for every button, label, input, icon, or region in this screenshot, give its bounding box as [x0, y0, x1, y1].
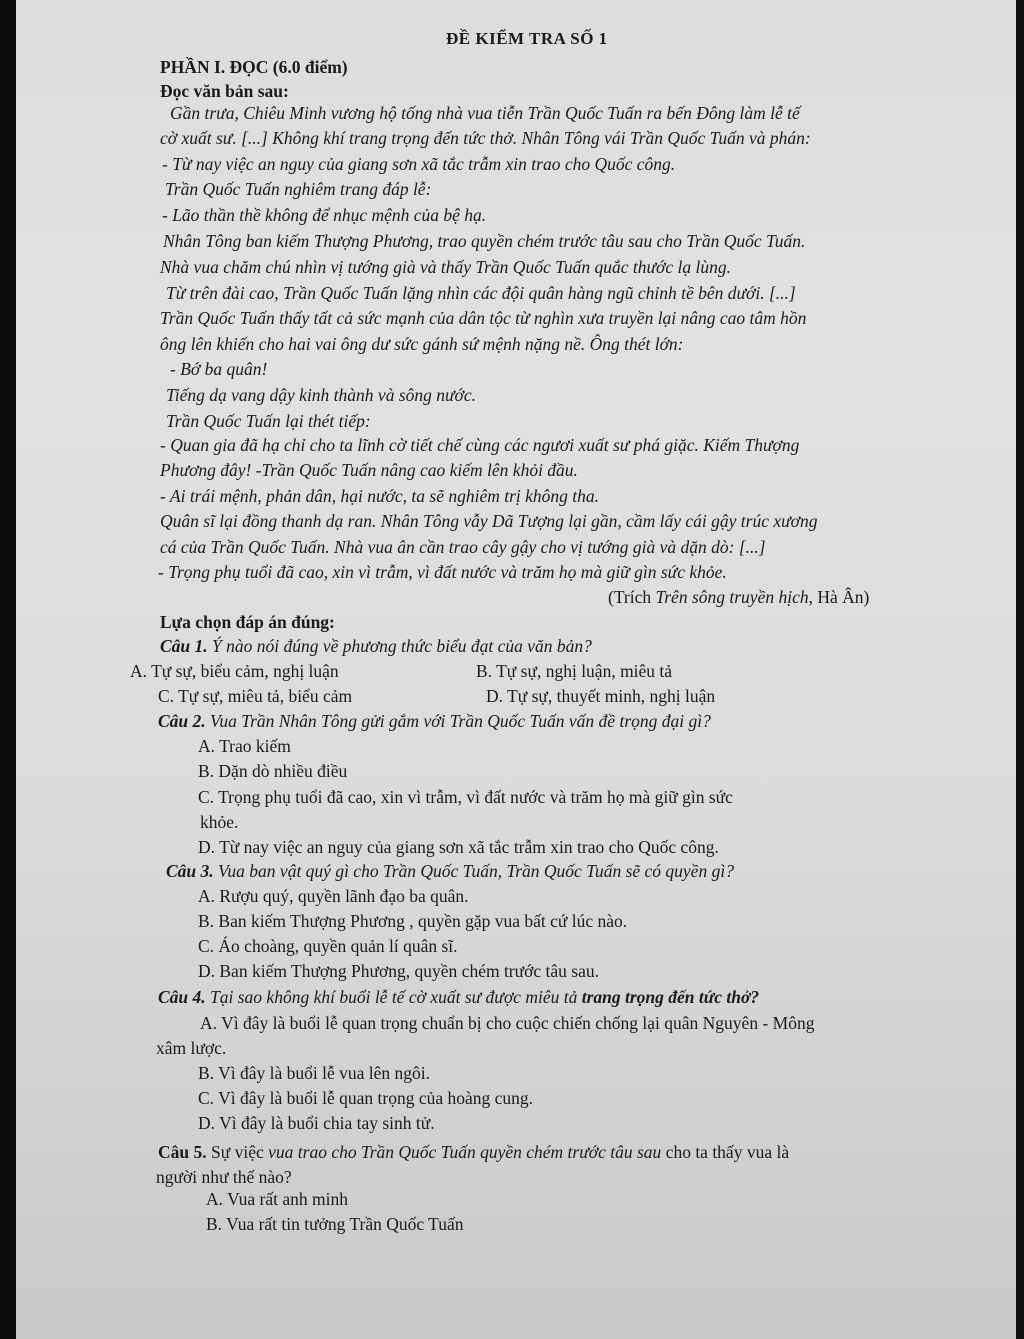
- section-heading: PHẦN I. ĐỌC (6.0 điểm): [160, 57, 348, 77]
- answer-option: A. Vua rất anh minh: [206, 1189, 348, 1209]
- question-label: Câu 3.: [166, 861, 214, 881]
- source-author: , Hà Ân): [808, 587, 870, 607]
- question-text: Ý nào nói đúng về phương thức biểu đạt của văn bản?: [207, 636, 592, 656]
- answer-option: C. Trọng phụ tuổi đã cao, xin vì trẫm, vì đất nước và trăm họ mà giữ gìn sức: [198, 787, 733, 807]
- answer-option: B. Ban kiếm Thượng Phương , quyền gặp vua bất cứ lúc nào.: [198, 911, 628, 931]
- passage-line: Phương đây! -Trần Quốc Tuấn nâng cao kiếm lên khỏi đầu.: [160, 460, 578, 480]
- question-text: Vua ban vật quý gì cho Trần Quốc Tuấn, Trần Quốc Tuấn sẽ có quyền gì?: [213, 861, 734, 881]
- passage-line: - Ai trái mệnh, phản dân, hại nước, ta sẽ nghiêm trị không tha.: [160, 486, 600, 506]
- passage-line: - Từ nay việc an nguy của giang sơn xã tắc trẫm xin trao cho Quốc công.: [162, 154, 676, 174]
- page-edge-shadow: [1016, 0, 1024, 1339]
- passage-line: Nhân Tông ban kiếm Thượng Phương, trao quyền chém trước tâu sau cho Trần Quốc Tuấn.: [163, 231, 806, 251]
- question-1: [160, 635, 592, 657]
- passage-line: Tiếng dạ vang dậy kinh thành và sông nước.: [166, 385, 477, 405]
- passage-line: cá của Trần Quốc Tuấn. Nhà vua ân cần trao cây gậy cho vị tướng già và dặn dò: [...]: [160, 537, 766, 557]
- answer-option-cont: xâm lược.: [156, 1038, 227, 1058]
- answer-option: D. Tự sự, thuyết minh, nghị luận: [486, 686, 716, 706]
- question-label: Câu 1.: [160, 636, 208, 656]
- answer-option: A. Trao kiếm: [198, 736, 291, 756]
- question-text-end: cho ta thấy vua là: [661, 1142, 790, 1162]
- answer-option: D. Ban kiếm Thượng Phương, quyền chém trước tâu sau.: [198, 961, 599, 981]
- passage-line: Trần Quốc Tuấn thấy tất cả sức mạnh của dân tộc từ nghìn xưa truyền lại nâng cao tâm hồn: [160, 308, 807, 328]
- answer-option: B. Vua rất tin tưởng Trần Quốc Tuấn: [206, 1214, 464, 1234]
- answer-option: C. Áo choàng, quyền quản lí quân sĩ.: [198, 936, 458, 956]
- passage-line: Nhà vua chăm chú nhìn vị tướng già và thấy Trần Quốc Tuấn quắc thước lạ lùng.: [160, 257, 731, 277]
- passage-line: ông lên khiến cho hai vai ông dư sức gánh sứ mệnh nặng nề. Ông thét lớn:: [160, 334, 684, 354]
- question-5-cont: người như thế nào?: [156, 1167, 292, 1187]
- choose-heading: Lựa chọn đáp án đúng:: [160, 612, 335, 632]
- source-prefix: (Trích: [608, 587, 656, 607]
- question-text: Vua Trần Nhân Tông gửi gắm với Trần Quốc Tuấn vấn đề trọng đại gì?: [205, 711, 711, 731]
- passage-line: - Trọng phụ tuổi đã cao, xin vì trẫm, vì đất nước và trăm họ mà giữ gìn sức khỏe.: [158, 562, 727, 582]
- passage-line: - Lão thần thề không để nhục mệnh của bệ hạ.: [162, 205, 487, 225]
- passage-line: - Quan gia đã hạ chỉ cho ta lĩnh cờ tiết chế cùng các ngươi xuất sư phá giặc. Kiếm Thượng: [160, 435, 800, 455]
- answer-option: D. Vì đây là buổi chia tay sinh tử.: [198, 1113, 435, 1133]
- passage-line: cờ xuất sư. [...] Không khí trang trọng đến tức thở. Nhân Tông vái Trần Quốc Tuấn và phán:: [160, 128, 811, 148]
- question-3: [166, 860, 734, 882]
- question-mark: ?: [750, 987, 760, 1007]
- question-label: Câu 5.: [158, 1142, 207, 1162]
- answer-option: C. Tự sự, miêu tả, biểu cảm: [158, 686, 353, 706]
- passage-line: Quân sĩ lại đồng thanh dạ ran. Nhân Tông vẫy Dã Tượng lại gần, cầm lấy cái gậy trúc xương: [160, 511, 818, 531]
- answer-option: A. Vì đây là buổi lễ quan trọng chuẩn bị cho cuộc chiến chống lại quân Nguyên - Mông: [200, 1013, 815, 1033]
- question-text: Tại sao không khí buổi lễ tế cờ xuất sư được miêu tả: [205, 987, 582, 1007]
- question-text: Sự việc: [206, 1142, 269, 1162]
- document-title: ĐỀ KIỂM TRA SỐ 1: [446, 29, 608, 48]
- answer-option: A. Rượu quý, quyền lãnh đạo ba quân.: [198, 886, 469, 906]
- question-quote: vua trao cho Trần Quốc Tuấn quyền chém trước tâu sau: [268, 1142, 662, 1162]
- question-2: [158, 710, 711, 732]
- question-4: [158, 986, 759, 1008]
- answer-option: B. Tự sự, nghị luận, miêu tả: [476, 661, 673, 681]
- passage-line: - Bớ ba quân!: [170, 359, 268, 379]
- passage-line: Trần Quốc Tuấn lại thét tiếp:: [166, 411, 371, 431]
- question-label: Câu 2.: [158, 711, 206, 731]
- question-emphasis: trang trọng đến tức thở: [581, 987, 751, 1007]
- source-citation: [608, 586, 869, 608]
- reading-heading: Đọc văn bản sau:: [160, 81, 289, 101]
- question-label: Câu 4.: [158, 987, 206, 1007]
- answer-option: C. Vì đây là buổi lễ quan trọng của hoàng cung.: [198, 1088, 534, 1108]
- answer-option: D. Từ nay việc an nguy của giang sơn xã tắc trẫm xin trao cho Quốc công.: [198, 837, 719, 857]
- passage-line: Trần Quốc Tuấn nghiêm trang đáp lễ:: [165, 179, 432, 199]
- answer-option: B. Vì đây là buổi lễ vua lên ngôi.: [198, 1063, 431, 1083]
- passage-line: Gần trưa, Chiêu Minh vương hộ tống nhà vua tiễn Trần Quốc Tuấn ra bến Đông làm lễ tế: [170, 103, 800, 123]
- answer-option: A. Tự sự, biểu cảm, nghị luận: [130, 661, 339, 681]
- source-title: Trên sông truyền hịch: [655, 587, 809, 607]
- answer-option-cont: khỏe.: [200, 812, 239, 832]
- passage-line: Từ trên đài cao, Trần Quốc Tuấn lặng nhìn các đội quân hàng ngũ chỉnh tề bên dưới. [...]: [166, 283, 796, 303]
- question-5: [158, 1141, 789, 1163]
- answer-option: B. Dặn dò nhiều điều: [198, 761, 348, 781]
